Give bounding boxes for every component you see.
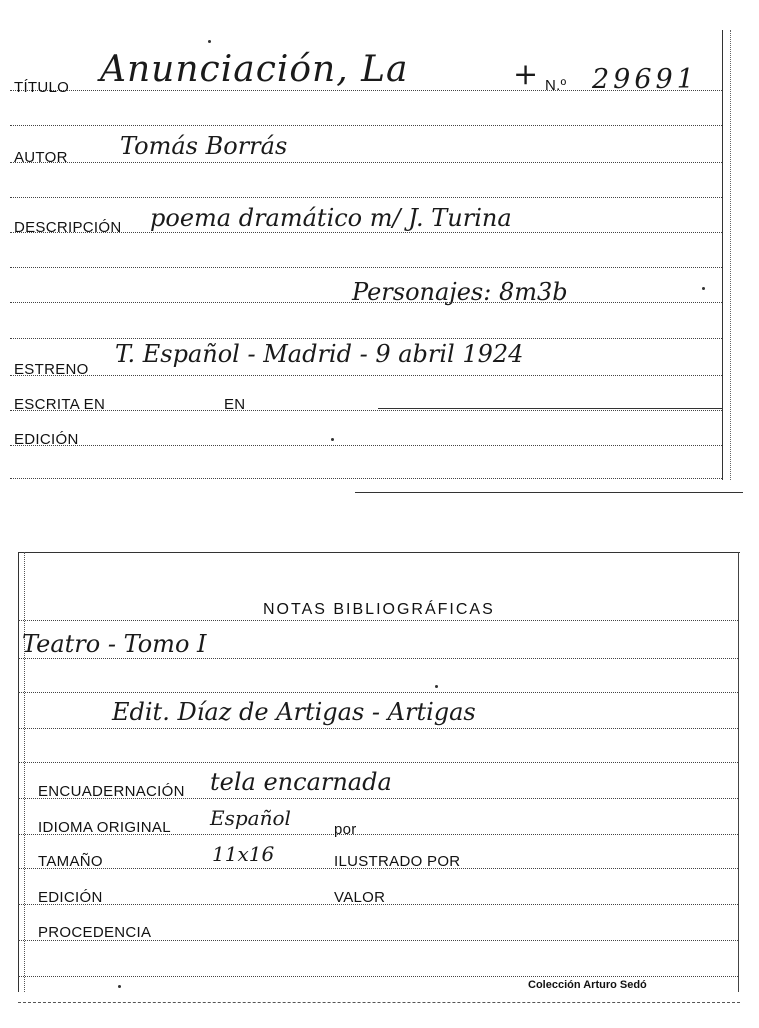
ruled-line <box>18 762 738 763</box>
escrita-en-label: ESCRITA EN <box>14 396 106 413</box>
por-label: por <box>334 821 357 838</box>
en-label: EN <box>224 396 246 413</box>
scan-speck <box>331 438 334 441</box>
card-bottom-edge <box>18 1002 740 1003</box>
descripcion-label: DESCRIPCIÓN <box>14 219 122 236</box>
autor-label: AUTOR <box>14 149 68 166</box>
ruled-line <box>18 728 738 729</box>
ruled-line <box>10 410 722 411</box>
encuadernacion-label: ENCUADERNACIÓN <box>38 783 185 800</box>
ilustrado-label: ILUSTRADO POR <box>334 853 461 870</box>
card-bottom-edge <box>355 492 743 493</box>
card-right-border <box>722 30 723 480</box>
procedencia-label: PROCEDENCIA <box>38 924 152 941</box>
escrita-divider <box>378 408 722 409</box>
scan-speck <box>702 287 705 290</box>
scan-speck <box>118 985 121 988</box>
idioma-value: Español <box>210 806 291 830</box>
ruled-line <box>10 125 722 126</box>
estreno-label: ESTRENO <box>14 361 89 378</box>
tamano-value: 11x16 <box>212 842 275 866</box>
estreno-value: T. Español - Madrid - 9 abril 1924 <box>115 340 524 368</box>
note-line-2: Edit. Díaz de Artigas - Artigas <box>112 698 476 726</box>
ruled-line <box>10 375 722 376</box>
titulo-value: Anunciación, La <box>100 49 409 90</box>
ruled-line <box>18 976 738 977</box>
descripcion-value: poema dramático m/ J. Turina <box>150 204 512 232</box>
ruled-line <box>18 658 738 659</box>
personajes-value: Personajes: 8m3b <box>352 278 568 306</box>
card-right-border <box>738 552 739 992</box>
notes-heading: NOTAS BIBLIOGRÁFICAS <box>263 601 495 618</box>
ruled-line <box>18 692 738 693</box>
ruled-line <box>10 267 722 268</box>
card-left-border <box>18 552 19 992</box>
edicion-label-2: EDICIÓN <box>38 889 103 906</box>
scan-speck <box>435 685 438 688</box>
encuadernacion-value: tela encarnada <box>210 768 392 796</box>
card-top-edge <box>18 552 740 553</box>
catalog-card-notes <box>0 540 759 1028</box>
edicion-label: EDICIÓN <box>14 431 79 448</box>
collection-credit: Colección Arturo Sedó <box>528 979 647 991</box>
catalog-card-main <box>0 0 759 500</box>
ruled-line <box>10 197 722 198</box>
numero-value: 29691 <box>592 64 698 95</box>
note-line-1: Teatro - Tomo I <box>22 630 207 658</box>
card-left-border-inner <box>24 552 25 992</box>
ruled-line <box>10 478 722 479</box>
valor-label: VALOR <box>334 889 386 906</box>
tamano-label: TAMAÑO <box>38 853 103 870</box>
ruled-line <box>10 162 722 163</box>
autor-value: Tomás Borrás <box>120 132 288 160</box>
scan-speck <box>208 40 211 43</box>
ruled-line <box>10 445 722 446</box>
cross-mark: + <box>513 57 539 92</box>
card-right-border-inner <box>730 30 731 480</box>
ruled-line <box>10 338 722 339</box>
ruled-line <box>18 620 738 621</box>
titulo-label: TÍTULO <box>14 79 70 96</box>
idioma-label: IDIOMA ORIGINAL <box>38 819 171 836</box>
numero-label: N.º <box>545 77 567 94</box>
